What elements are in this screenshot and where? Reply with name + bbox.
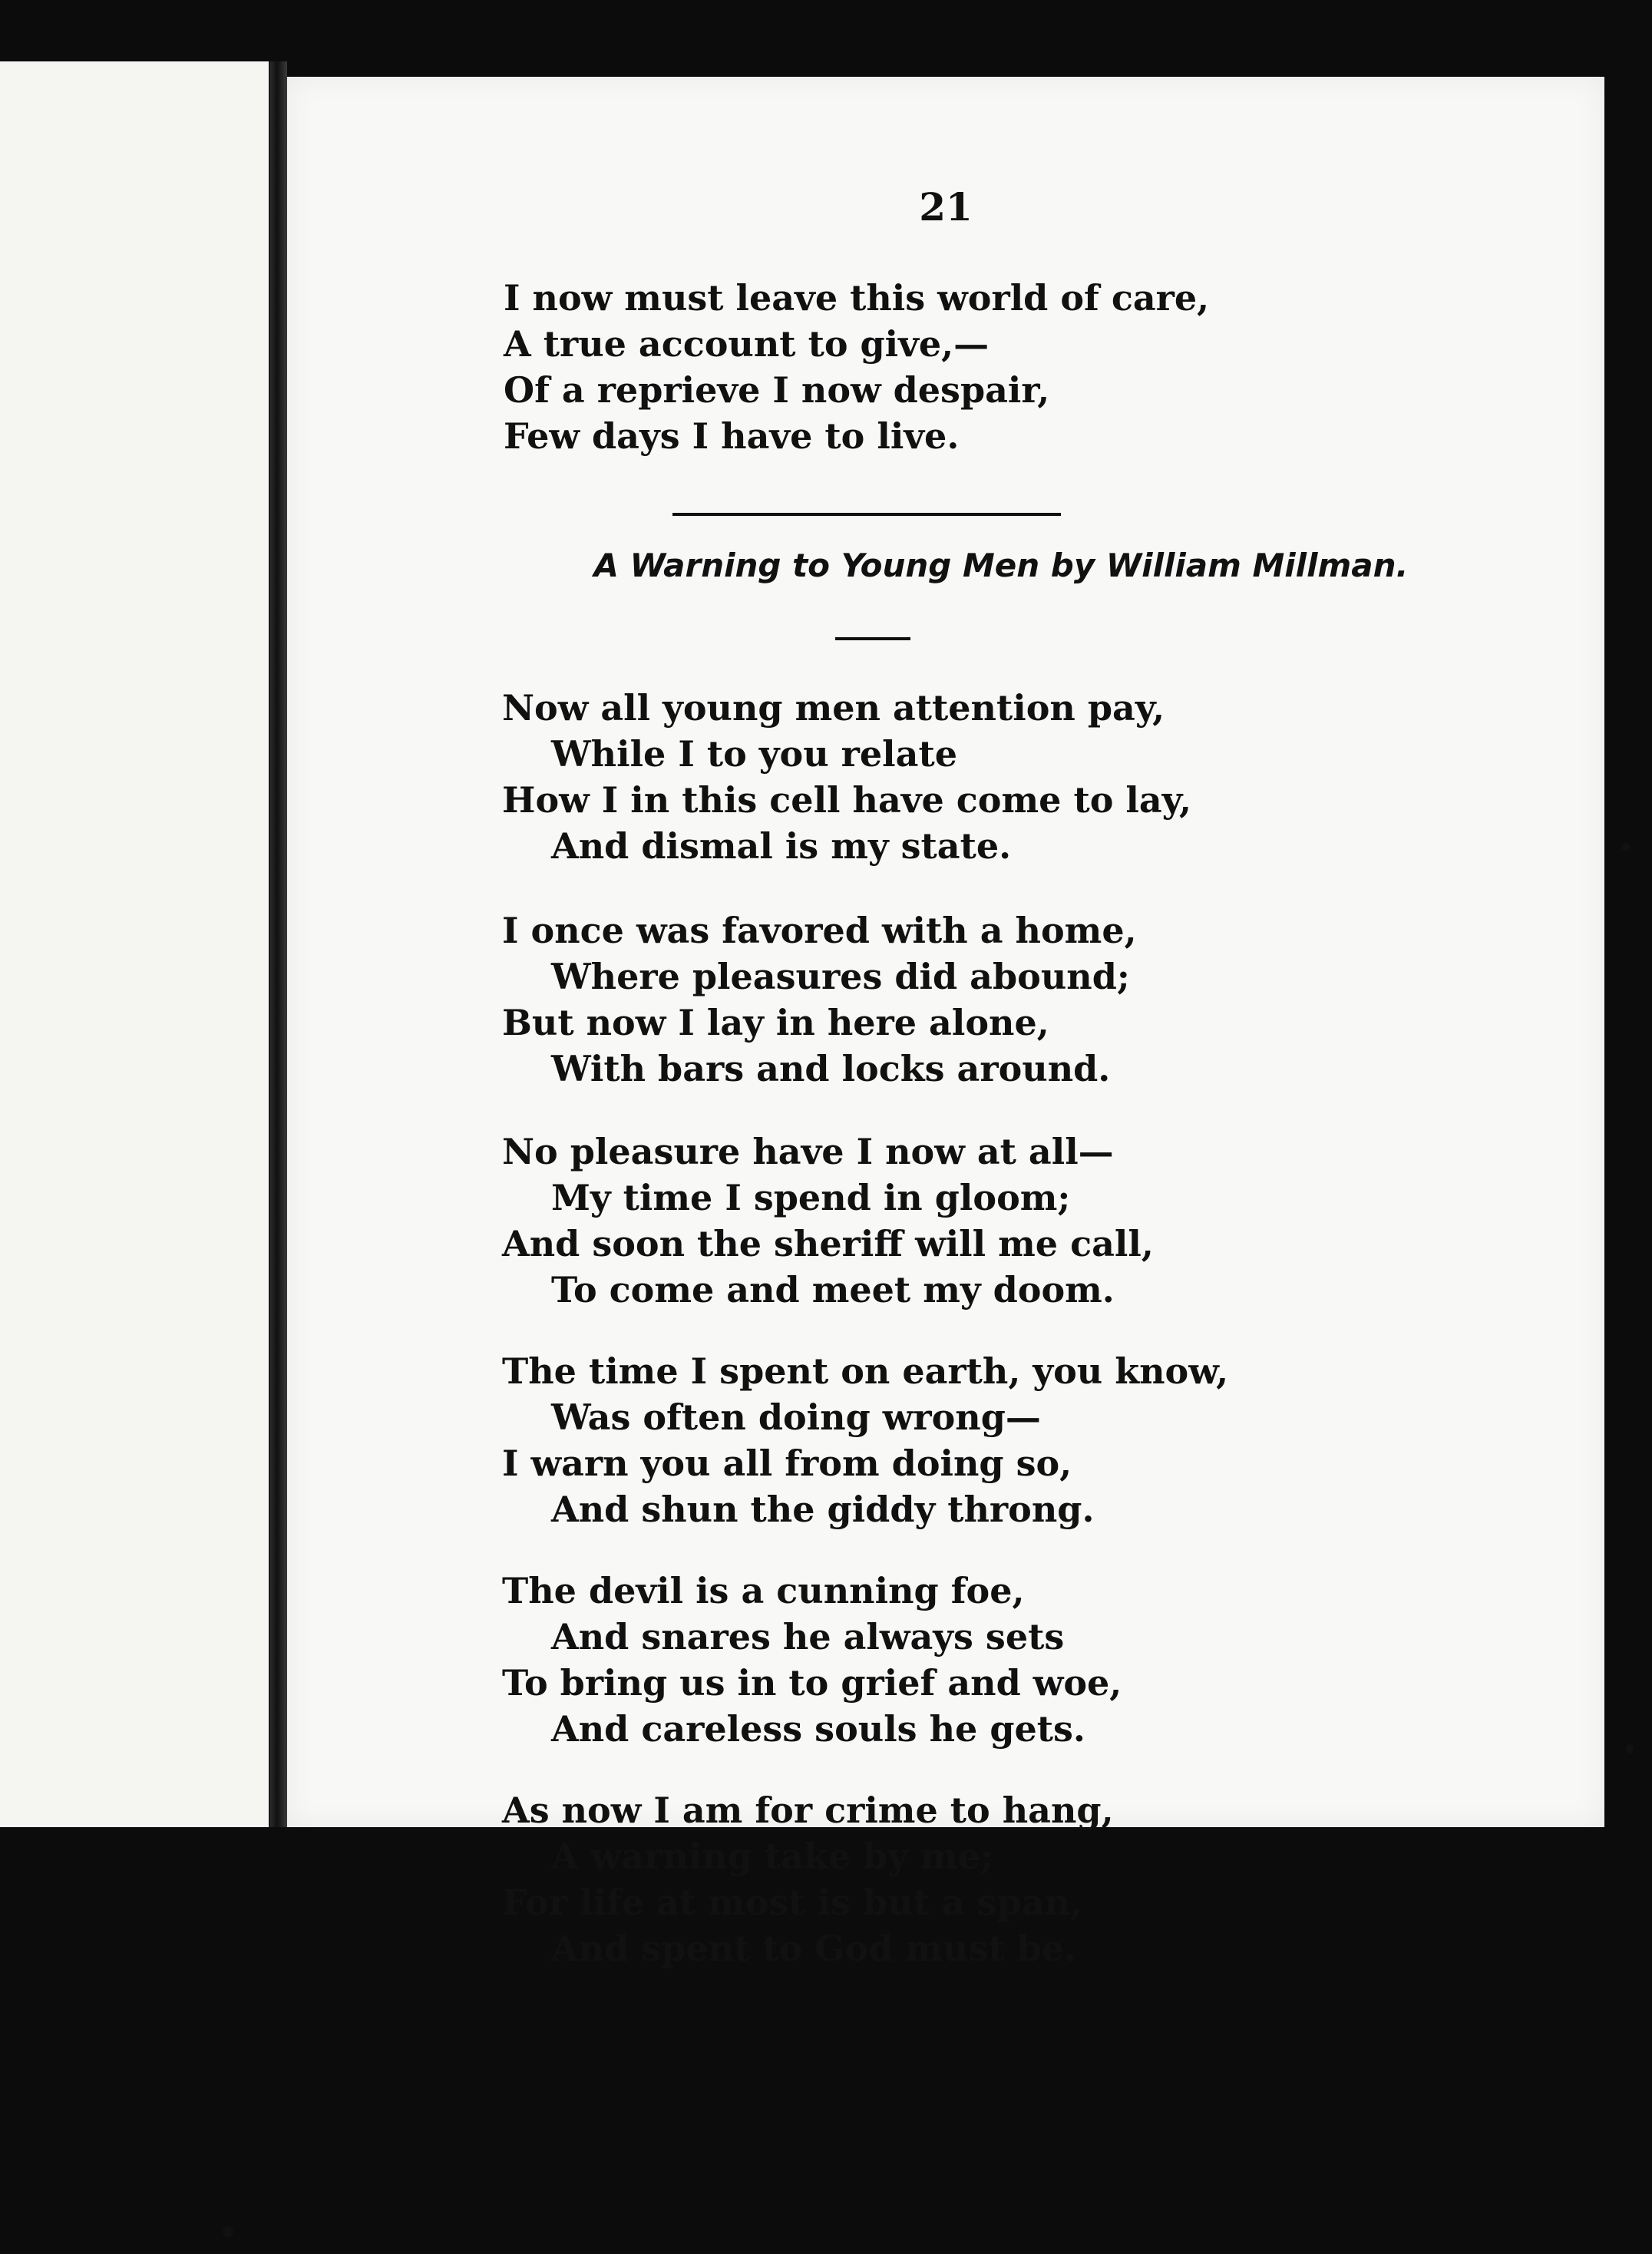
verse-line: Of a reprieve I now despair,: [504, 369, 1050, 411]
verse-line: No pleasure have I now at all—: [502, 1131, 1114, 1172]
verse-line: My time I spend in gloom;: [551, 1177, 1071, 1218]
scan-speck: [1621, 843, 1631, 851]
page-number: 21: [919, 184, 973, 230]
verse-line: Now all young men attention pay,: [502, 687, 1165, 729]
book-gutter: [270, 61, 287, 1827]
verse-line: While I to you relate: [551, 733, 957, 775]
verse-line: How I in this cell have come to lay,: [502, 779, 1192, 821]
verse-line: To come and meet my doom.: [551, 1269, 1115, 1310]
poem-title: A Warning to Young Men by William Millman.: [593, 547, 1409, 584]
verse-line: I now must leave this world of care,: [504, 277, 1210, 319]
verse-line: For life at most is but a span,: [502, 1882, 1083, 1923]
scan-speck: [223, 2226, 233, 2237]
verse-line: A warning take by me;: [551, 1836, 993, 1877]
verse-line: And snares he always sets: [551, 1616, 1065, 1657]
stanza-3: [502, 1129, 1154, 1313]
stanza-6: [502, 1787, 1114, 1971]
right-page: [287, 77, 1604, 1969]
verse-line: The devil is a cunning foe,: [502, 1570, 1025, 1611]
verse-line: A true account to give,—: [504, 323, 990, 365]
left-page-edge: [0, 61, 272, 1827]
scan-speck: [1626, 1744, 1634, 1753]
verse-line: And careless souls he gets.: [551, 1708, 1085, 1750]
verse-line: But now I lay in here alone,: [502, 1002, 1049, 1043]
verse-line: I warn you all from doing so,: [502, 1443, 1072, 1484]
verse-line: To bring us in to grief and woe,: [502, 1662, 1122, 1704]
verse-line: With bars and locks around.: [551, 1048, 1111, 1089]
verse-line: And dismal is my state.: [551, 825, 1012, 867]
verse-line: And shun the giddy throng.: [551, 1489, 1095, 1530]
verse-line: Few days I have to live.: [504, 415, 960, 457]
opening-stanza: [504, 275, 1209, 459]
title-divider: [835, 637, 910, 640]
verse-line: And soon the sheriff will me call,: [502, 1223, 1154, 1264]
stanza-4: [502, 1348, 1228, 1532]
verse-line: Was often doing wrong—: [551, 1396, 1041, 1438]
stanza-5: [502, 1568, 1122, 1752]
verse-line: And spent to God must be.: [551, 1928, 1077, 1969]
verse-line: I once was favored with a home,: [502, 910, 1137, 951]
verse-line: The time I spent on earth, you know,: [502, 1350, 1229, 1392]
verse-line: Where pleasures did abound;: [551, 956, 1130, 997]
section-divider: [672, 513, 1061, 516]
stanza-1: [502, 685, 1191, 869]
stanza-2: [502, 907, 1137, 1092]
verse-line: As now I am for crime to hang,: [502, 1790, 1114, 1831]
